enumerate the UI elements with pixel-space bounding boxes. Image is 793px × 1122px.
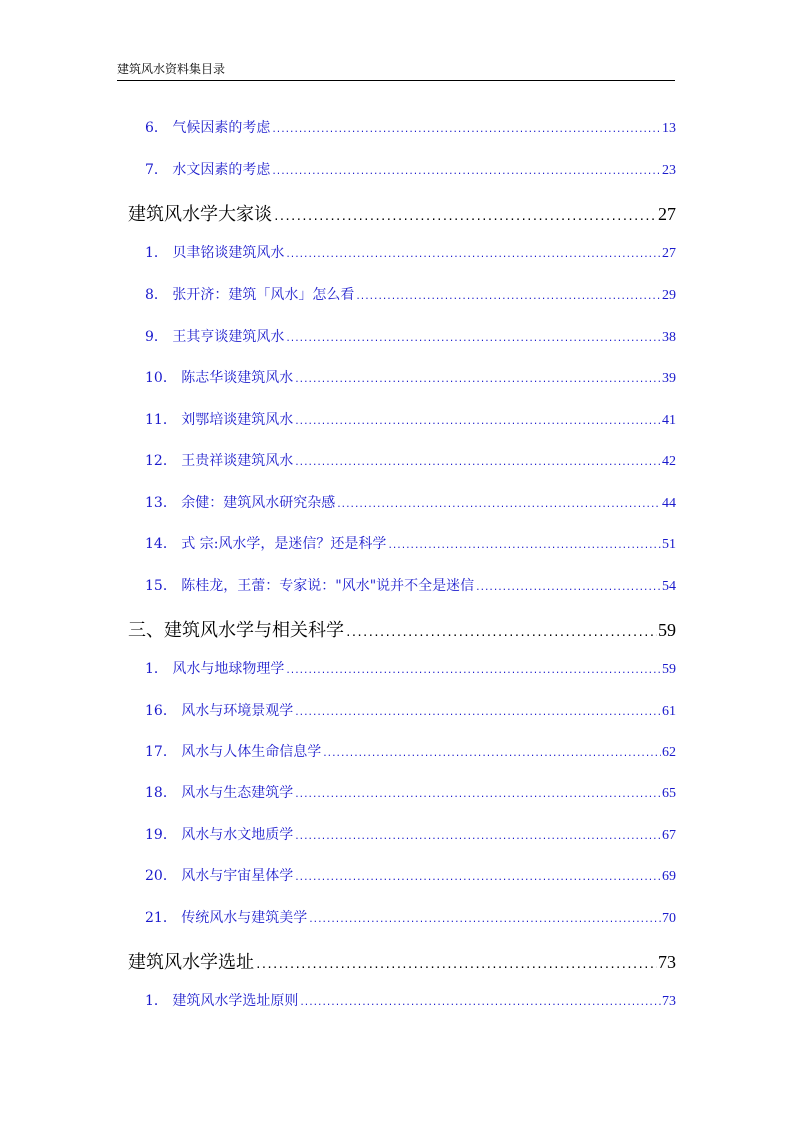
toc-entry[interactable] <box>145 242 676 262</box>
toc-page-number: 27 <box>658 204 676 224</box>
page-header: 建筑风水资料集目录 <box>117 60 675 81</box>
toc-entry-title: 1． 贝聿铭谈建筑风水 <box>145 245 285 261</box>
toc-entry-title: 9． 王其亨谈建筑风水 <box>145 329 285 345</box>
toc-entry[interactable] <box>145 865 676 885</box>
toc-page-number: 67 <box>662 828 676 843</box>
toc-dot-leader <box>285 666 661 676</box>
toc-entry[interactable] <box>145 700 676 720</box>
toc-page-number: 23 <box>662 163 676 178</box>
toc-dot-leader <box>299 998 661 1008</box>
toc-page-number: 59 <box>658 620 676 640</box>
toc-entry[interactable] <box>145 326 676 346</box>
toc-dot-leader <box>294 832 661 842</box>
toc-page-number: 59 <box>662 662 676 677</box>
toc-entry[interactable] <box>145 284 676 304</box>
toc-entry[interactable] <box>145 658 676 678</box>
toc-dot-leader <box>308 915 661 925</box>
toc-page-number: 73 <box>662 994 676 1009</box>
toc-dot-leader <box>336 500 661 510</box>
toc-entry-title: 18． 风水与生态建筑学 <box>145 785 294 801</box>
toc-dot-leader <box>345 626 657 639</box>
toc-entry-title: 11． 刘鄂培谈建筑风水 <box>145 412 294 428</box>
toc-entry-title: 建筑风水学选址 <box>128 952 254 973</box>
toc-entry-title: 14． 式 宗:风水学，是迷信？还是科学 <box>145 536 387 552</box>
toc-page-number: 73 <box>658 952 676 972</box>
toc-entry[interactable] <box>145 533 676 553</box>
toc-entry-title: 10． 陈志华谈建筑风水 <box>145 370 294 386</box>
toc-dot-leader <box>294 375 661 385</box>
toc-dot-leader <box>475 583 661 593</box>
toc-entry-title: 20． 风水与宇宙星体学 <box>145 868 294 884</box>
toc-entry[interactable] <box>145 492 676 512</box>
toc-entry[interactable] <box>145 409 676 429</box>
toc-page-number: 70 <box>662 911 676 926</box>
toc-page-number: 65 <box>662 786 676 801</box>
toc-dot-leader <box>285 334 661 344</box>
toc-dot-leader <box>273 210 657 223</box>
toc-page-number: 27 <box>662 246 676 261</box>
toc-entry[interactable] <box>145 990 676 1010</box>
toc-entry-title: 1． 风水与地球物理学 <box>145 661 285 677</box>
toc-entry-title: 8． 张开济：建筑「风水」怎么看 <box>145 287 355 303</box>
toc-entry-title: 7． 水文因素的考虑 <box>145 162 271 178</box>
toc-page-number: 13 <box>662 121 676 136</box>
toc-entry[interactable] <box>145 159 676 179</box>
toc-entry-title: 12． 王贵祥谈建筑风水 <box>145 453 294 469</box>
toc-entry-title: 6． 气候因素的考虑 <box>145 120 271 136</box>
toc-entry-title: 17． 风水与人体生命信息学 <box>145 744 322 760</box>
toc-dot-leader <box>294 790 661 800</box>
toc-dot-leader <box>294 873 661 883</box>
toc-page-number: 61 <box>662 704 676 719</box>
toc-page-number: 38 <box>662 330 676 345</box>
toc-page-number: 42 <box>662 454 676 469</box>
toc-entry-title: 三、建筑风水学与相关科学 <box>128 620 344 641</box>
toc-dot-leader <box>322 749 661 759</box>
toc-entry[interactable] <box>145 782 676 802</box>
toc-page-number: 44 <box>662 496 676 511</box>
toc-dot-leader <box>271 167 661 177</box>
toc-page-number: 41 <box>662 413 676 428</box>
toc-dot-leader <box>255 958 657 971</box>
toc-entry-title: 建筑风水学大家谈 <box>128 204 272 225</box>
toc-entry[interactable] <box>145 741 676 761</box>
toc-section-heading[interactable] <box>128 948 676 974</box>
toc-dot-leader <box>271 125 661 135</box>
toc-entry-title: 19． 风水与水文地质学 <box>145 827 294 843</box>
toc-page-number: 62 <box>662 745 676 760</box>
toc-entry[interactable] <box>145 450 676 470</box>
toc-entry[interactable] <box>145 907 676 927</box>
toc-entry-title: 21． 传统风水与建筑美学 <box>145 910 308 926</box>
toc-entry[interactable] <box>145 367 676 387</box>
toc-dot-leader <box>285 250 661 260</box>
toc-page-number: 29 <box>662 288 676 303</box>
toc-dot-leader <box>294 417 661 427</box>
toc-entry[interactable] <box>145 117 676 137</box>
toc-section-heading[interactable] <box>128 200 676 226</box>
toc-page-number: 69 <box>662 869 676 884</box>
toc-dot-leader <box>294 708 661 718</box>
toc-entry-title: 13． 余健：建筑风水研究杂感 <box>145 495 336 511</box>
toc-entry[interactable] <box>145 575 676 595</box>
toc-entry-title: 16． 风水与环境景观学 <box>145 703 294 719</box>
toc-page-number: 39 <box>662 371 676 386</box>
toc-page-number: 54 <box>662 579 676 594</box>
toc-page-number: 51 <box>662 537 676 552</box>
toc-dot-leader <box>294 458 661 468</box>
toc-entry-title: 1． 建筑风水学选址原则 <box>145 993 299 1009</box>
toc-dot-leader <box>355 292 661 302</box>
toc-entry[interactable] <box>145 824 676 844</box>
toc-section-heading[interactable] <box>128 616 676 642</box>
toc-dot-leader <box>387 541 661 551</box>
toc-entry-title: 15． 陈桂龙，王蕾：专家说："风水"说并不全是迷信 <box>145 578 475 594</box>
